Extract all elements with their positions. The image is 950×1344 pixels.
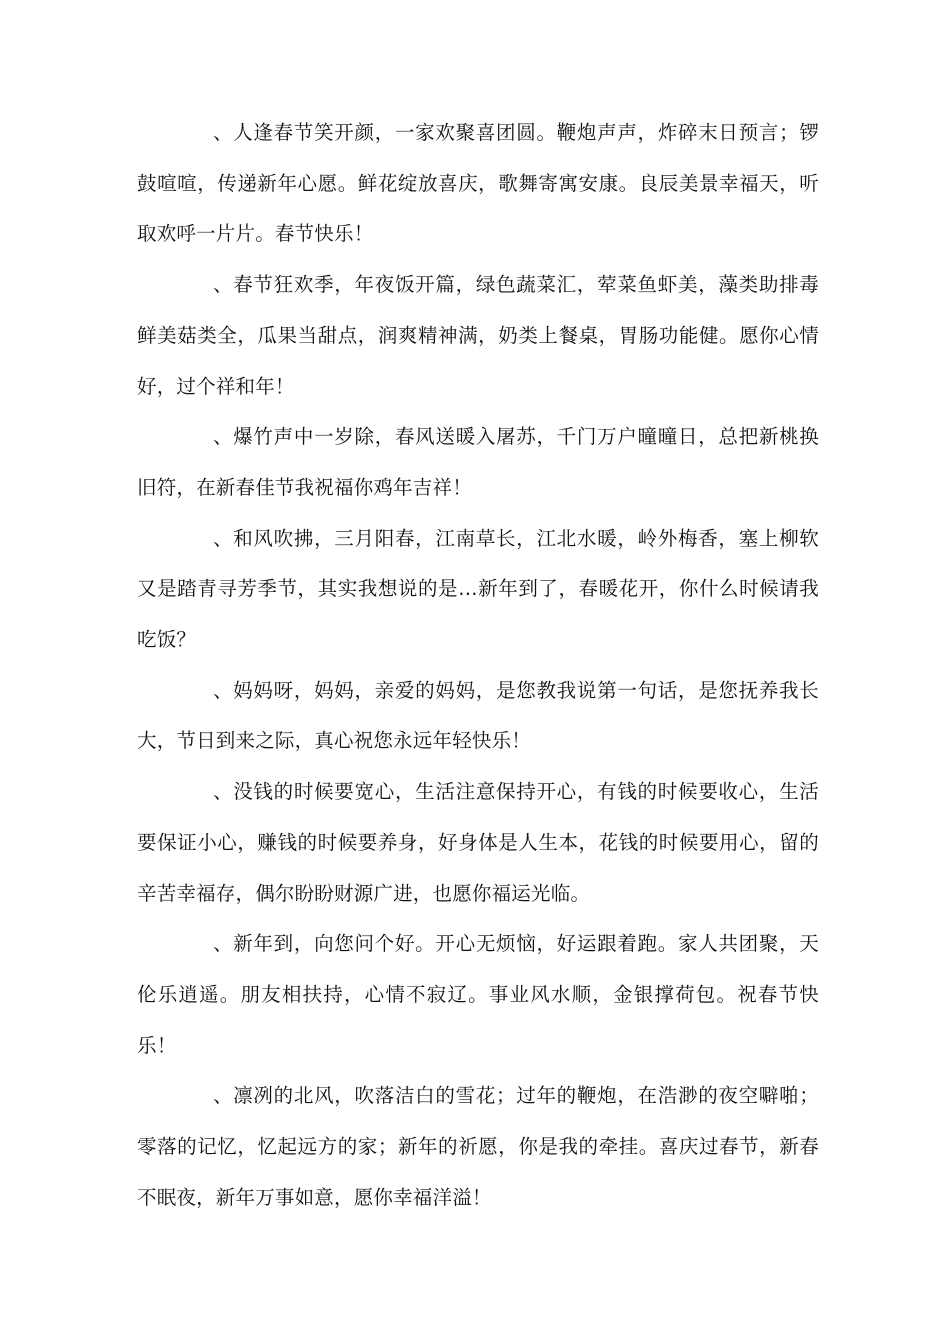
- paragraph-4: 、和风吹拂，三月阳春，江南草长，江北水暖，岭外梅香，塞上柳软又是踏青寻芳季节，其实我想说的是…新年到了，春暖花开，你什么时候请我吃饭？: [137, 526, 819, 652]
- paragraph-5: 、妈妈呀，妈妈，亲爱的妈妈，是您教我说第一句话，是您抚养我长大，节日到来之际，真心祝您永远年轻快乐！: [137, 678, 819, 753]
- paragraph-2: 、春节狂欢季，年夜饭开篇，绿色蔬菜汇，荤菜鱼虾美，藻类助排毒鲜美菇类全，瓜果当甜点，润爽精神满，奶类上餐桌，胃肠功能健。愿你心情好，过个祥和年！: [137, 273, 819, 398]
- paragraph-3: 、爆竹声中一岁除，春风送暖入屠苏，千门万户曈曈日，总把新桃换旧符，在新春佳节我祝福你鸡年吉祥！: [137, 425, 819, 499]
- paragraph-6: 、没钱的时候要宽心，生活注意保持开心，有钱的时候要收心，生活要保证小心，赚钱的时候要养身，好身体是人生本，花钱的时候要用心，留的辛苦幸福存，偶尔盼盼财源广进，也愿你福运光临。: [137, 780, 819, 905]
- paragraph-7: 、新年到，向您问个好。开心无烦恼，好运跟着跑。家人共团聚，天伦乐逍遥。朋友相扶持，心情不寂辽。事业风水顺，金银撑荷包。祝春节快乐！: [137, 932, 819, 1057]
- document-body: [137, 108, 819, 1223]
- paragraph-1: 、人逢春节笑开颜，一家欢聚喜团圆。鞭炮声声，炸碎末日预言；锣鼓喧喧，传递新年心愿。鲜花绽放喜庆，歌舞寄寓安康。良辰美景幸福天，听取欢呼一片片。春节快乐！: [137, 121, 819, 246]
- paragraph-8: 、凛冽的北风，吹落洁白的雪花；过年的鞭炮，在浩渺的夜空噼啪；零落的记忆，忆起远方的家；新年的祈愿，你是我的牵挂。喜庆过春节，新春不眠夜，新年万事如意，愿你幸福洋溢！: [137, 1084, 819, 1209]
